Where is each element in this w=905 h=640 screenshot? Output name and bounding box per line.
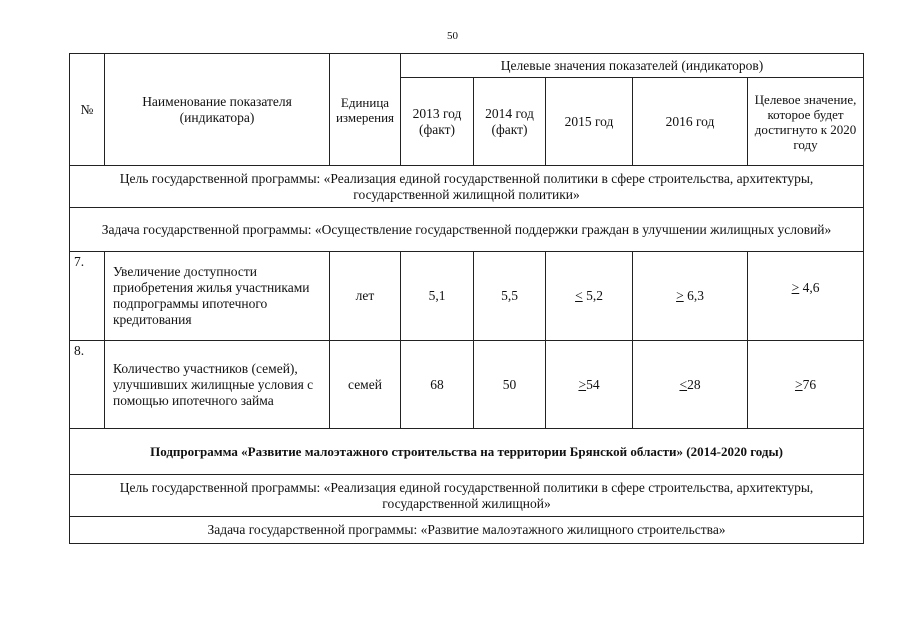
value-2013: 68 xyxy=(401,341,474,429)
value-number: 28 xyxy=(687,376,701,392)
task-row-1 xyxy=(70,208,864,252)
goal-row-1 xyxy=(70,166,864,208)
value-2014: 50 xyxy=(474,341,546,429)
value-2016 xyxy=(633,252,748,341)
header-year-2013: 2013 год (факт) xyxy=(401,78,474,166)
table-row xyxy=(70,252,864,341)
value-2020 xyxy=(748,341,864,429)
row-number: 7. xyxy=(70,252,105,341)
table-row xyxy=(70,341,864,429)
value-number: 76 xyxy=(802,376,817,392)
program-task-2: Задача государственной программы: «Развитие малоэтажного жилищного строительства» xyxy=(70,517,864,544)
header-year-2016: 2016 год xyxy=(633,78,748,166)
page-number: 50 xyxy=(447,30,458,42)
task-row-2 xyxy=(70,517,864,544)
header-target-2020: Целевое значение, которое будет достигнуто к 2020 году xyxy=(748,78,864,166)
value-2015 xyxy=(546,341,633,429)
value-sign: < xyxy=(575,288,583,303)
indicator-name: Увеличение доступности приобретения жилья участниками подпрограммы ипотечного кредитования xyxy=(105,252,330,341)
row-number: 8. xyxy=(70,341,105,429)
value-sign: > xyxy=(578,376,587,392)
header-unit: Единица измерения xyxy=(330,54,401,166)
subprogram-row xyxy=(70,429,864,475)
indicator-unit: лет xyxy=(330,252,401,341)
program-goal-1: Цель государственной программы: «Реализация единой государственной политики в сфере строительства, архитектуры, государственной жилищной политики» xyxy=(70,166,864,208)
header-number: № xyxy=(70,54,105,166)
indicator-unit: семей xyxy=(330,341,401,429)
indicators-table xyxy=(69,53,864,544)
value-2015 xyxy=(546,252,633,341)
indicator-name: Количество участников (семей), улучшивших жилищные условия с помощью ипотечного займа xyxy=(105,341,330,429)
value-number: 6,3 xyxy=(683,288,704,303)
header-row-top xyxy=(70,54,864,78)
header-year-2015: 2015 год xyxy=(546,78,633,166)
header-indicator-name: Наименование показателя (индикатора) xyxy=(105,54,330,166)
value-sign: > xyxy=(791,280,800,295)
value-2016 xyxy=(633,341,748,429)
program-goal-2: Цель государственной программы: «Реализация единой государственной политики в сфере строительства, архитектуры, государственной жилищной» xyxy=(70,475,864,517)
value-2014: 5,5 xyxy=(474,252,546,341)
subprogram-title: Подпрограмма «Развитие малоэтажного строительства на территории Брянской области» (2014-2020 годы) xyxy=(70,429,864,475)
header-target-values: Целевые значения показателей (индикаторов) xyxy=(401,54,864,78)
value-number: 54 xyxy=(586,376,600,392)
value-2013: 5,1 xyxy=(401,252,474,341)
value-number: 4,6 xyxy=(799,280,820,295)
value-sign: > xyxy=(676,288,684,303)
value-sign: > xyxy=(794,376,803,392)
header-year-2014: 2014 год (факт) xyxy=(474,78,546,166)
value-sign: < xyxy=(679,376,688,392)
goal-row-2 xyxy=(70,475,864,517)
value-number: 5,2 xyxy=(582,288,603,303)
program-task-1: Задача государственной программы: «Осуществление государственной поддержки граждан в улучшении жилищных условий» xyxy=(70,208,864,252)
value-2020 xyxy=(748,252,864,341)
